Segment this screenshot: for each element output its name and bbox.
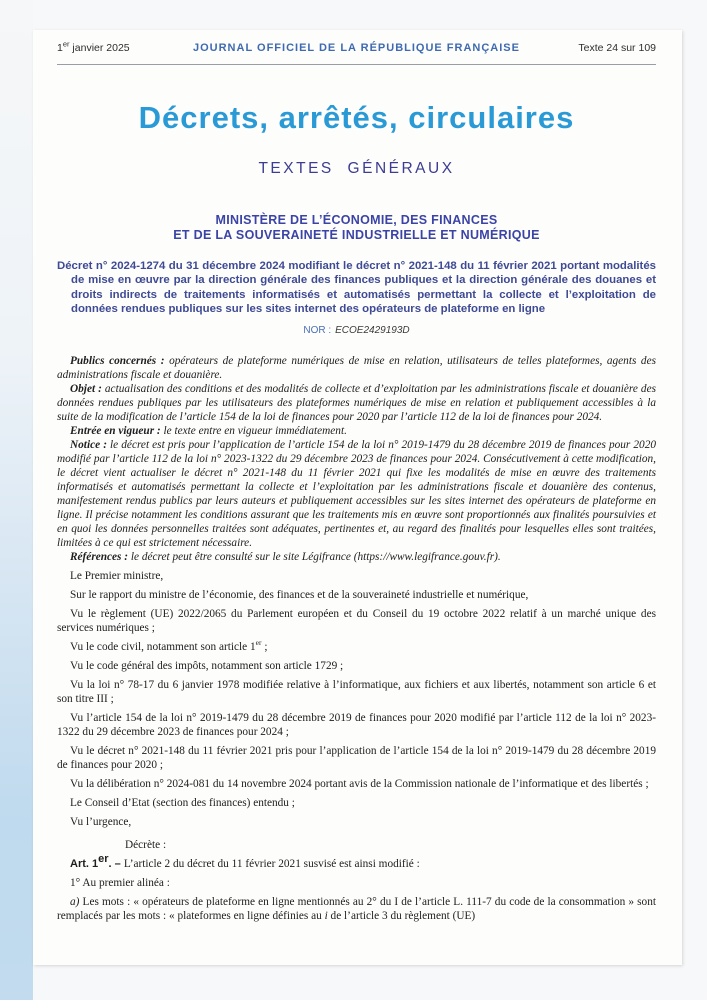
visa-reglement-ue: Vu le règlement (UE) 2022/2065 du Parlement européen et du Conseil du 19 octobre 2022 relatif à un marché unique des services numériques ; <box>57 607 656 634</box>
ministry-line-1: MINISTÈRE DE L’ÉCONOMIE, DES FINANCES <box>215 213 498 227</box>
alinea-1: 1° Au premier alinéa : <box>70 876 170 889</box>
journal-page <box>33 30 682 965</box>
nor-line <box>57 325 656 336</box>
nor-code: ECOE2429193D <box>335 324 410 336</box>
decree-body <box>57 354 656 923</box>
page-header <box>57 39 656 55</box>
visa-code-general-impots: Vu le code général des impôts, notamment son article 1729 ; <box>70 659 344 672</box>
ministry-heading <box>57 213 656 243</box>
issue-date: 1er janvier 2025 <box>57 39 130 54</box>
urgence: Vu l’urgence, <box>70 815 132 828</box>
notice-entree-en-vigueur: Entrée en vigueur : le texte entre en vigueur immédiatement. <box>70 424 347 437</box>
visa-article-154: Vu l’article 154 de la loi n° 2019-1479 du 28 décembre 2019 de finances pour 2020 modifié par l’article 112 de la loi n° 2023-1322 du 29 décembre 2023 de finances pour 2024 ; <box>57 711 656 738</box>
visa-decret-2021-148: Vu le décret n° 2021-148 du 11 février 2021 pris pour l’application de l’article 154 de la loi n° 2019-1479 du 28 décembre 2019 de finances pour 2020 ; <box>57 744 656 771</box>
viewer-background-strip <box>0 0 33 1000</box>
section-title: TEXTES GÉNÉRAUX <box>258 160 455 177</box>
premier-ministre: Le Premier ministre, <box>70 569 164 582</box>
texte-reference: Texte 24 sur 109 <box>578 42 656 54</box>
article-1: Art. 1er. – L’article 2 du décret du 11 février 2021 susvisé est ainsi modifié : <box>70 852 420 870</box>
decree-title: Décret n° 2024-1274 du 31 décembre 2024 modifiant le décret n° 2021-148 du 11 février 2021 portant modalités de mise en œuvre par la direction générale des finances publiques et la direction générale des douanes et droits indirects de traitements informatisés et automatisés permettant la collecte et l’exploitation de données rendues publiques sur les sites internet des opérateurs de plateforme en ligne <box>57 260 656 316</box>
masthead-title: Décrets, arrêtés, circulaires <box>138 100 575 135</box>
visa-code-civil: Vu le code civil, notamment son article 1er ; <box>70 637 268 653</box>
alinea-1-a: a) Les mots : « opérateurs de plateforme en ligne mentionnés au 2° du I de l’article L. 111-7 du code de la consommation » sont remplacés par les mots : « plateformes en ligne définies au i de l’article 3 du règlement (UE) <box>57 895 656 922</box>
sur-le-rapport: Sur le rapport du ministre de l’économie, des finances et de la souveraineté industrielle et numérique, <box>70 588 529 601</box>
notice-references: Références : le décret peut être consulté sur le site Légifrance (https://www.legifrance.gouv.fr). <box>70 550 501 563</box>
journal-title: JOURNAL OFFICIEL DE LA RÉPUBLIQUE FRANÇAISE <box>193 42 520 54</box>
ministry-line-2: ET DE LA SOUVERAINETÉ INDUSTRIELLE ET NUMÉRIQUE <box>173 228 540 242</box>
header-divider <box>57 64 656 65</box>
notice-notice: Notice : le décret est pris pour l’application de l’article 154 de la loi n° 2019-1479 du 28 décembre 2019 de finances pour 2020 modifié par l’article 112 de la loi n° 2023-1322 du 29 décembre 2023 de finances pour 2024. Consécutivement à cette modification, le décret vient actualiser le décret n° 2021-148 du 11 février 2021 qui fixe les modalités de mise en œuvre des traitements informatisés et automatisés permettant la collecte et l’exploitation par les administrations fiscale et douanière des contenus, manifestement rendus publics par leurs auteurs et publiquement accessibles sur les sites internet des opérateurs de plateforme en ligne. Il précise notamment les conditions assurant que les traitements mis en œuvre sont proportionnés aux finalités poursuivies et en quoi les données personnelles traitées sont adéquates, pertinentes et, au regard des finalités pour lesquelles elles sont traitées, limitées à ce qui est strictement nécessaire. <box>57 438 656 549</box>
visa-deliberation-cnil: Vu la délibération n° 2024-081 du 14 novembre 2024 portant avis de la Commission nationale de l’informatique et des libertés ; <box>70 777 649 790</box>
nor-label: NOR : <box>303 324 332 336</box>
decrete: Décrète : <box>125 838 167 851</box>
notice-publics-concernes: Publics concernés : opérateurs de plateforme numériques de mise en relation, utilisateurs de telles plateformes, agents des administrations fiscale et douanière. <box>57 354 656 381</box>
conseil-etat: Le Conseil d’Etat (section des finances) entendu ; <box>70 796 295 809</box>
notice-objet: Objet : actualisation des conditions et des modalités de collecte et d’exploitation par les administrations fiscale et douanière des données rendues publiques par les utilisateurs des plateformes numériques de mise en relation et publiquement accessibles à la suite de la modification de l’article 154 de la loi de finances pour 2020 par l’article 112 de la loi de finances pour 2024. <box>57 382 656 423</box>
visa-loi-78-17: Vu la loi n° 78-17 du 6 janvier 1978 modifiée relative à l’informatique, aux fichiers et aux libertés, notamment son article 6 et son titre III ; <box>57 678 656 705</box>
